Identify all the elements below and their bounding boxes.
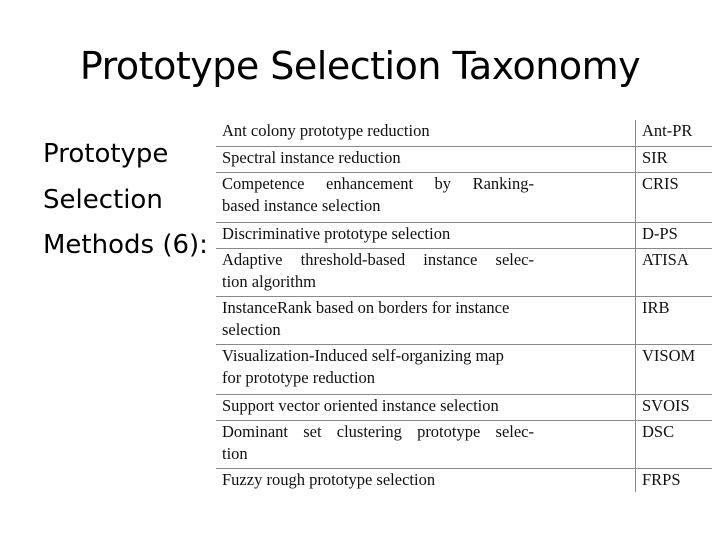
table-row	[216, 296, 712, 344]
method-abbreviation: CRIS	[642, 174, 679, 193]
method-name: Fuzzy rough prototype selection	[222, 470, 436, 489]
methods-table	[216, 120, 712, 492]
side-text	[43, 132, 208, 269]
table-row	[216, 222, 712, 248]
method-name: Dominant set clustering prototype selec- tion	[222, 422, 534, 463]
method-name: Competence enhancement by Ranking- based instance selection	[222, 174, 534, 215]
table-row	[216, 420, 712, 468]
method-name: Discriminative prototype selection	[222, 224, 451, 243]
method-abbreviation: DSC	[642, 422, 675, 441]
table-row	[216, 468, 712, 492]
method-abbreviation: IRB	[642, 298, 670, 317]
table-row	[216, 248, 712, 296]
table-row	[216, 172, 712, 222]
method-name: Adaptive threshold-based instance selec- tion algorithm	[222, 250, 534, 291]
table-row	[216, 394, 712, 420]
method-name: Spectral instance reduction	[222, 148, 401, 167]
method-name: Support vector oriented instance selection	[222, 396, 499, 415]
method-abbreviation: D-PS	[642, 224, 678, 243]
table-row	[216, 120, 712, 146]
method-abbreviation: VISOM	[642, 346, 696, 365]
method-abbreviation: FRPS	[642, 470, 681, 489]
side-text-line: Prototype	[43, 139, 169, 169]
method-name: Ant colony prototype reduction	[222, 121, 430, 140]
side-text-line: Methods (6):	[43, 230, 208, 260]
table-row	[216, 344, 712, 394]
method-abbreviation: ATISA	[642, 250, 689, 269]
method-name: Visualization-Induced self-organizing map for prototype reduction	[222, 346, 504, 387]
method-abbreviation: Ant-PR	[642, 121, 693, 140]
method-abbreviation: SVOIS	[642, 396, 690, 415]
method-name: InstanceRank based on borders for instance selection	[222, 298, 510, 339]
slide-title: Prototype Selection Taxonomy	[79, 44, 641, 88]
table-row	[216, 146, 712, 172]
method-abbreviation: SIR	[642, 148, 668, 167]
side-text-line: Selection	[43, 184, 163, 215]
